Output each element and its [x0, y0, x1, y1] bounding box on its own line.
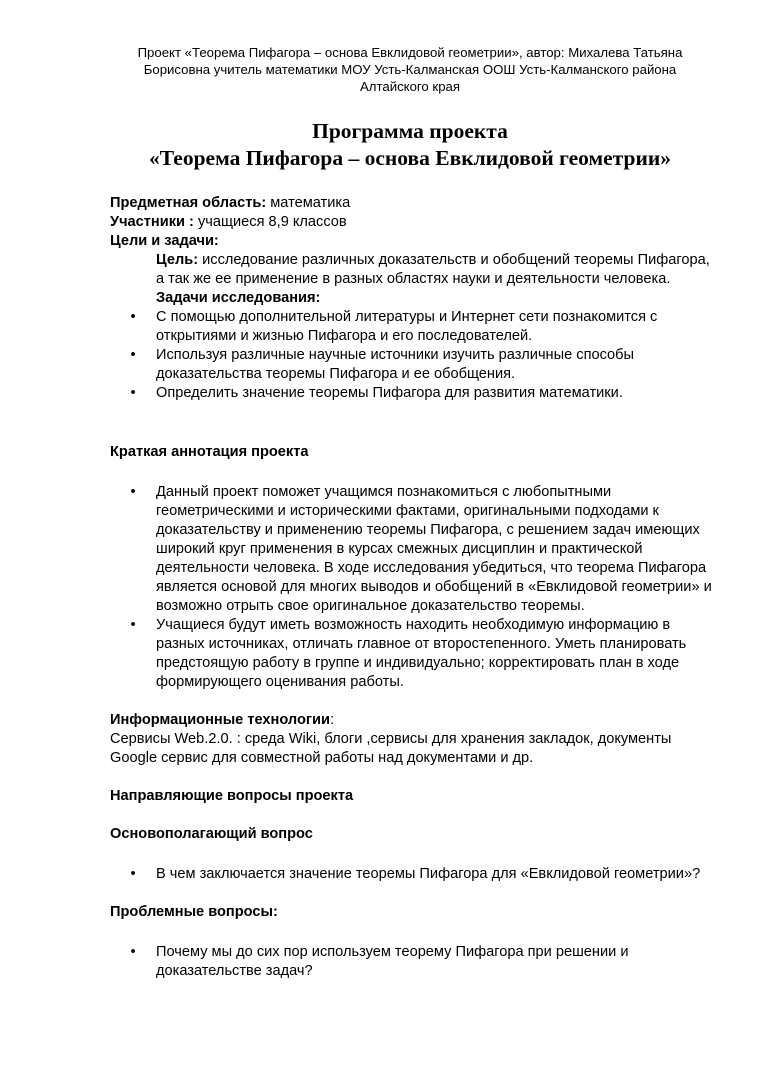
list-item: • Учащиеся будут иметь возможность находить необходимую информацию в разных источниках, отличать главное от второстепенного. Уметь планировать предстоящую работу в группе и индивидуально; корректировать план в ходе формирующего оценивания работы.	[110, 616, 715, 692]
list-item: • Определить значение теоремы Пифагора для развития математики.	[110, 384, 715, 403]
aim-label: Цель:	[156, 252, 199, 268]
fundamental-question-heading: Основополагающий вопрос	[110, 826, 313, 842]
aim-text: исследование различных доказательств и обобщений теоремы Пифагора, а так же ее применение в разных областях науки и деятельности человека.	[156, 252, 710, 287]
bullet-icon: •	[130, 309, 136, 325]
document-body	[110, 194, 715, 981]
subject-line	[110, 194, 715, 213]
tasks-list	[110, 308, 715, 403]
bullet-icon: •	[130, 944, 136, 960]
bullet-icon: •	[130, 866, 136, 882]
list-item: • Почему мы до сих пор используем теорему Пифагора при решении и доказательстве задач?	[110, 943, 715, 981]
annotation-heading: Краткая аннотация проекта	[110, 444, 309, 460]
list-item: • Используя различные научные источники изучить различные способы доказательства теоремы Пифагора и ее обобщения.	[110, 346, 715, 384]
subject-label: Предметная область:	[110, 195, 267, 211]
list-item: • С помощью дополнительной литературы и Интернет сети познакомится с открытиями и жизнью Пифагора и его последователей.	[110, 308, 715, 346]
title-line-1: Программа проекта	[312, 119, 508, 143]
fundamental-question-list	[110, 865, 715, 884]
participants-line	[110, 213, 715, 232]
it-text: Сервисы Web.2.0. : среда Wiki, блоги ,сервисы для хранения закладок, документы Google сервис для совместной работы над документами и др.	[110, 731, 672, 766]
subject-value: математика	[266, 195, 351, 211]
tasks-heading: Задачи исследования:	[156, 290, 321, 306]
bullet-icon: •	[130, 484, 136, 500]
document-title	[105, 118, 715, 172]
participants-value: учащиеся 8,9 классов	[193, 214, 347, 230]
page-header: Проект «Теорема Пифагора – основа Евклидовой геометрии», автор: Михалева Татьяна Борисовна учитель математики МОУ Усть-Калманская ООШ Усть-Калманского района Алтайского края	[137, 45, 683, 94]
guiding-questions-heading: Направляющие вопросы проекта	[110, 788, 354, 804]
bullet-icon: •	[130, 617, 136, 633]
list-item: • В чем заключается значение теоремы Пифагора для «Евклидовой геометрии»?	[110, 865, 715, 884]
problem-questions-list	[110, 943, 715, 981]
title-line-2: «Теорема Пифагора – основа Евклидовой геометрии»	[149, 146, 671, 170]
goals-heading: Цели и задачи:	[110, 233, 219, 249]
bullet-icon: •	[130, 347, 136, 363]
bullet-icon: •	[130, 385, 136, 401]
aim-paragraph	[110, 251, 715, 289]
annotation-list	[110, 483, 715, 692]
list-item: • Данный проект поможет учащимся познакомиться с любопытными геометрическими и историческими фактами, оригинальными подходами к доказательству и применению теоремы Пифагора, с решением задач имеющих широкий круг применения в курсах смежных дисциплин и практической деятельности человека. В ходе исследования убедиться, что теорема Пифагора является основой для многих выводов и обобщений в «Евклидовой геометрии» и возможно отрыть свое оригинальное доказательство теоремы.	[110, 483, 715, 616]
problem-questions-heading: Проблемные вопросы:	[110, 904, 278, 920]
it-heading: Информационные технологии:	[110, 712, 334, 728]
participants-label: Участники :	[110, 214, 194, 230]
